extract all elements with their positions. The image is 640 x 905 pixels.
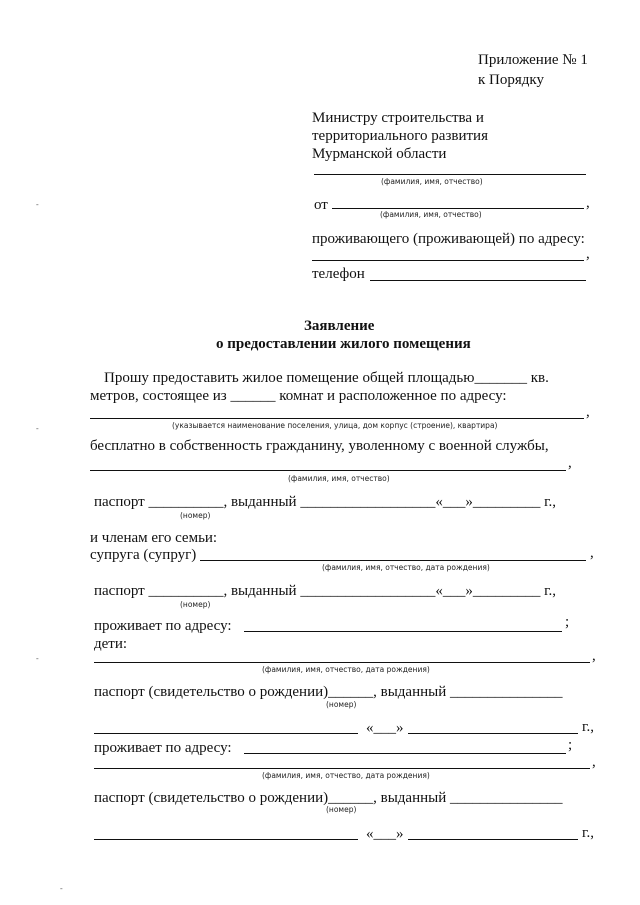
passport-line-2: паспорт __________, выданный __________________«___»_________ г., bbox=[94, 583, 557, 599]
request-line-1: Прошу предоставить жилое помещение общей площадью_______ кв. bbox=[104, 370, 549, 386]
date-year-line-1 bbox=[408, 733, 578, 734]
semicolon: ; bbox=[565, 614, 570, 630]
residing-label: проживающего (проживающей) по адресу: bbox=[312, 231, 585, 247]
date-line-1: «___» bbox=[366, 720, 404, 736]
caption-number-2: (номер) bbox=[180, 600, 211, 609]
document-subtitle: о предоставлении жилого помещения bbox=[216, 336, 471, 352]
phone-line bbox=[370, 280, 586, 281]
date-year-line-2 bbox=[408, 839, 578, 840]
year-mark-2: г., bbox=[582, 825, 594, 841]
appendix-number: Приложение № 1 bbox=[478, 52, 588, 68]
recipient-line-1: Министру строительства и bbox=[312, 110, 484, 126]
scan-speck: - bbox=[36, 654, 39, 663]
comma: , bbox=[586, 195, 590, 211]
comma: , bbox=[586, 404, 590, 420]
issued-by-line-2 bbox=[94, 839, 358, 840]
children-label: дети: bbox=[94, 636, 128, 652]
recipient-line-3: Мурманской области bbox=[312, 146, 447, 162]
caption-number-4: (номер) bbox=[326, 805, 357, 814]
spouse-label: супруга (супруг) bbox=[90, 547, 197, 563]
citizen-name-line bbox=[90, 470, 566, 471]
request-line-2: метров, состоящее из ______ комнат и расположенное по адресу: bbox=[90, 388, 507, 404]
passport-line-1: паспорт __________, выданный __________________«___»_________ г., bbox=[94, 494, 557, 510]
lives-at-label-1: проживает по адресу: bbox=[94, 618, 232, 634]
child-2-name-line bbox=[94, 768, 590, 769]
free-ownership-line: бесплатно в собственность гражданину, уволенному с военной службы, bbox=[90, 438, 549, 454]
spouse-name-line bbox=[200, 560, 586, 561]
comma: , bbox=[592, 648, 596, 664]
year-mark-1: г., bbox=[582, 719, 594, 735]
scan-speck: - bbox=[36, 424, 39, 433]
scan-speck: - bbox=[36, 200, 39, 209]
lives-at-label-2: проживает по адресу: bbox=[94, 740, 232, 756]
caption-spouse: (фамилия, имя, отчество, дата рождения) bbox=[322, 563, 490, 572]
caption-fio-3: (фамилия, имя, отчество) bbox=[288, 474, 390, 483]
lives-at-line-2 bbox=[244, 753, 566, 754]
caption-fio-1: (фамилия, имя, отчество) bbox=[381, 177, 483, 186]
birth-certificate-line-1: паспорт (свидетельство о рождении)______, выданный _______________ bbox=[94, 684, 563, 700]
lives-at-line-1 bbox=[244, 631, 562, 632]
applicant-name-line-1 bbox=[314, 174, 586, 175]
caption-fio-2: (фамилия, имя, отчество) bbox=[380, 210, 482, 219]
scan-speck: - bbox=[60, 884, 63, 893]
birth-certificate-line-2: паспорт (свидетельство о рождении)______, выданный _______________ bbox=[94, 790, 563, 806]
address-line bbox=[312, 260, 584, 261]
semicolon: ; bbox=[568, 737, 573, 753]
caption-number-3: (номер) bbox=[326, 700, 357, 709]
request-address-line bbox=[90, 418, 584, 419]
issued-by-line-1 bbox=[94, 733, 358, 734]
caption-address: (указывается наименование поселения, улица, дом корпус (строение), квартира) bbox=[172, 421, 498, 430]
document-title: Заявление bbox=[304, 318, 375, 334]
caption-number-1: (номер) bbox=[180, 511, 211, 520]
comma: , bbox=[592, 754, 596, 770]
comma: , bbox=[568, 455, 572, 471]
caption-child-2: (фамилия, имя, отчество, дата рождения) bbox=[262, 771, 430, 780]
child-1-name-line bbox=[94, 662, 590, 663]
date-line-2: «___» bbox=[366, 826, 404, 842]
comma: , bbox=[590, 545, 594, 561]
family-members-label: и членам его семьи: bbox=[90, 530, 218, 546]
recipient-line-2: территориального развития bbox=[312, 128, 488, 144]
phone-label: телефон bbox=[312, 266, 365, 282]
applicant-name-line-2 bbox=[332, 208, 584, 209]
caption-child-1: (фамилия, имя, отчество, дата рождения) bbox=[262, 665, 430, 674]
comma: , bbox=[586, 246, 590, 262]
from-label: от bbox=[314, 197, 328, 213]
appendix-reference: к Порядку bbox=[478, 72, 544, 88]
